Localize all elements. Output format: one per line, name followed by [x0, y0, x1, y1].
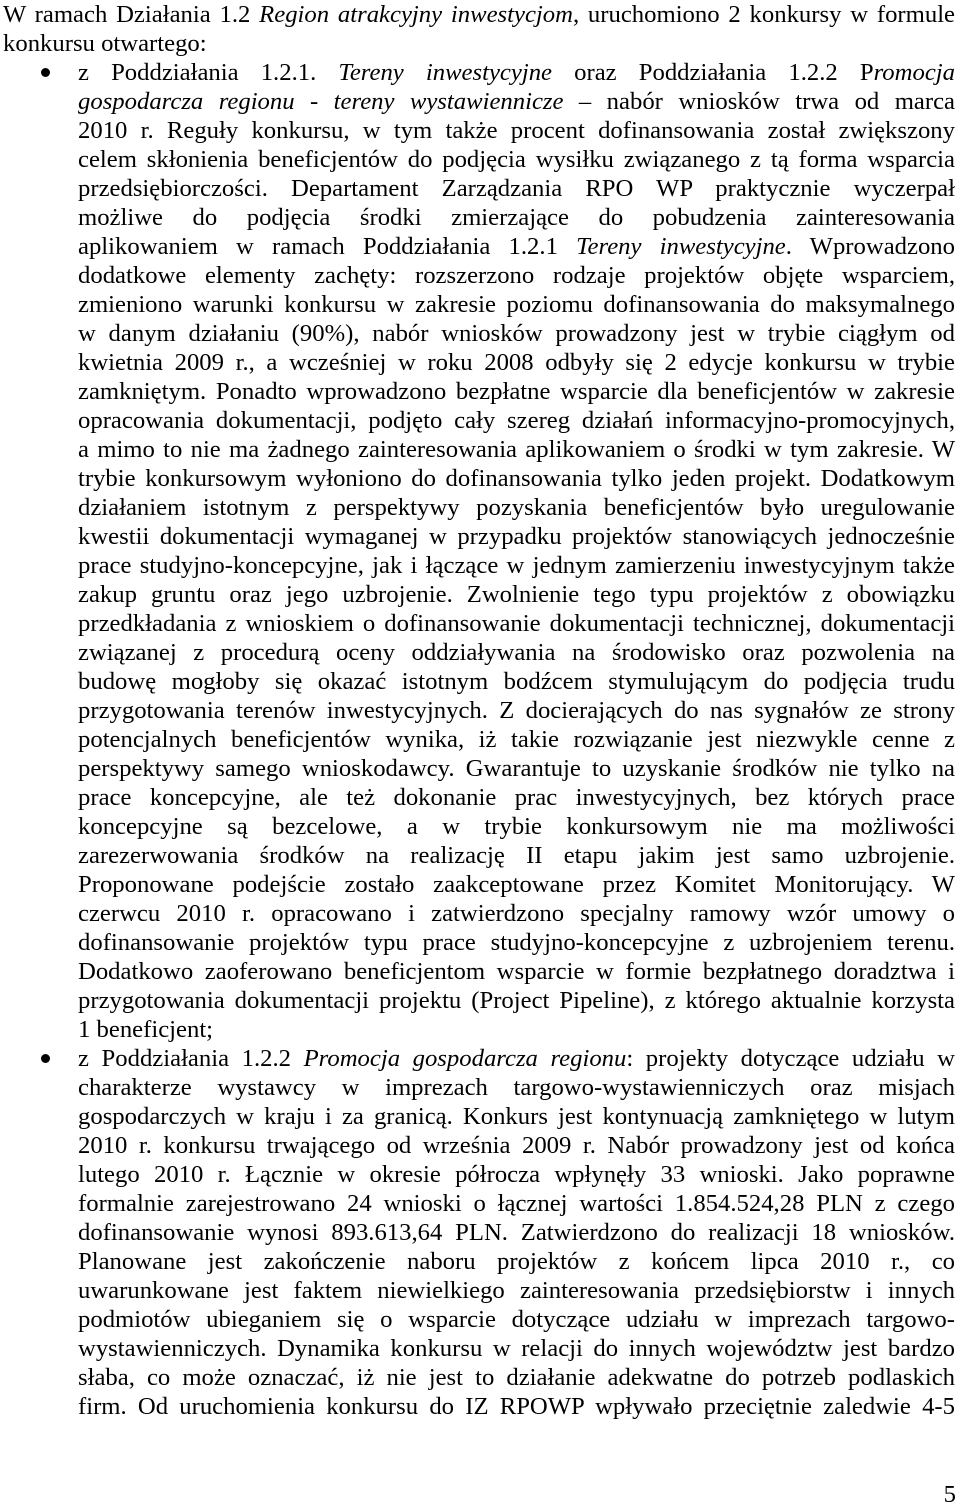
text-line: prace studyjno-koncepcyjne, jak i łączące w jednym zamierzeniu inwestycyjnym także [78, 552, 955, 579]
text-line: 2010 r. konkursu trwającego od września 2009 r. Nabór prowadzony jest od końca [78, 1132, 955, 1159]
text-line: zakup gruntu oraz jego uzbrojenie. Zwolnienie tego typu projektów z obowiązku [78, 581, 955, 608]
text-line: dodatkowe elementy zachęty: rozszerzono rodzaje projektów objęte wsparciem, [78, 262, 955, 289]
text-line: kwestii dokumentacji wymaganej w przypadku projektów stanowiących jednocześnie [78, 523, 955, 550]
text-line: przygotowania terenów inwestycyjnych. Z docierających do nas sygnałów ze strony [78, 697, 955, 724]
text-line: zmieniono warunki konkursu w zakresie poziomu dofinansowania do maksymalnego [78, 291, 955, 318]
text-line: przygotowania dokumentacji projektu (Project Pipeline), z którego aktualnie korzysta [78, 987, 955, 1014]
text-line: budowę mogłoby się okazać istotnym bodźcem stymulującym do podjęcia trudu [78, 668, 955, 695]
text-run: . Wprowadzono [785, 233, 955, 260]
text-line [78, 232, 955, 261]
text-line: przedsiębiorczości. Departament Zarządzania RPO WP praktycznie wyczerpał [78, 175, 955, 202]
text-line: Planowane jest zakończenie naboru projektów z końcem lipca 2010 r., co [78, 1248, 955, 1275]
text-line: dofinansowanie wynosi 893.613,64 PLN. Zatwierdzono do realizacji 18 wniosków. [78, 1219, 955, 1246]
text-line: kwietnia 2009 r., a wcześniej w roku 2008 odbyły się 2 edycje konkursu w trybie [78, 349, 955, 376]
italic-text: gospodarcza regionu - tereny wystawiennicze [78, 88, 564, 115]
text-run: z Poddziałania 1.2.2 [78, 1045, 304, 1072]
bullet-item [78, 58, 955, 1044]
text-line: uwarunkowane jest faktem niewielkiego zainteresowania przedsiębiorstw i innych [78, 1277, 955, 1304]
text-line: przedkładania z wnioskiem o dofinansowanie dokumentacji technicznej, dokumentacji [78, 610, 955, 637]
text-line: a mimo to nie ma żadnego zainteresowania aplikowaniem o środki w tym zakresie. W [78, 436, 955, 463]
text-run: oraz Poddziałania 1.2.2 P [552, 59, 874, 86]
text-line: w danym działaniu (90%), nabór wniosków prowadzony jest w trybie ciągłym od [78, 320, 955, 347]
text-line [78, 1044, 955, 1073]
italic-text: romocja [873, 59, 955, 86]
text-line: celem skłonienia beneficjentów do podjęcia wysiłku związanego z tą forma wsparcia [78, 146, 955, 173]
text-line: związanej z procedurą oceny oddziaływania na środowisko oraz pozwolenia na [78, 639, 955, 666]
text-line: dofinansowanie projektów typu prace studyjno-koncepcyjne z uzbrojeniem terenu. [78, 929, 955, 956]
text-line: działaniem istotnym z perspektywy pozyskania beneficjentów było uregulowanie [78, 494, 955, 521]
text-line: wystawienniczych. Dynamika konkursu w relacji do innych województw jest bardzo [78, 1335, 955, 1362]
text-line: 2010 r. Reguły konkursu, w tym także procent dofinansowania został zwiększony [78, 117, 955, 144]
text-line: konkursu otwartego: [3, 30, 207, 57]
text-line: słaba, co może oznaczać, iż nie jest to działanie adekwatne do potrzeb podlaskich [78, 1364, 955, 1391]
text-line: możliwe do podjęcia środki zmierzające do pobudzenia zainteresowania [78, 204, 955, 231]
italic-text: Tereny inwestycyjne [338, 59, 553, 86]
text-line: Proponowane podejście zostało zaakceptowane przez Komitet Monitorujący. W [78, 871, 955, 898]
text-line: gospodarczych w kraju i za granicą. Konkurs jest kontynuacją zamkniętego w lutym [78, 1103, 955, 1130]
text-line: czerwcu 2010 r. opracowano i zatwierdzono specjalny ramowy wzór umowy o [78, 900, 955, 927]
text-line: charakterze wystawcy w imprezach targowo-wystawienniczych oraz misjach [78, 1074, 955, 1101]
text-run: W ramach Działania 1.2 [3, 1, 260, 28]
text-line: koncepcyjne są bezcelowe, a w trybie konkursowym nie ma możliwości [78, 813, 955, 840]
text-line: formalnie zarejestrowano 24 wnioski o łącznej wartości 1.854.524,28 PLN z czego [78, 1190, 955, 1217]
text-line: prace koncepcyjne, ale też dokonanie prac inwestycyjnych, bez których prace [78, 784, 955, 811]
page-number: 5 [943, 1481, 956, 1508]
bullet-icon [41, 1054, 50, 1063]
text-run: – nabór wniosków trwa od marca [563, 88, 955, 115]
text-line: zarezerwowania środków na realizację II etapu jakim jest samo uzbrojenie. [78, 842, 955, 869]
text-run: , uruchomiono 2 konkursy w formule [572, 1, 956, 28]
italic-text: Promocja gospodarcza regionu [303, 1045, 627, 1072]
text-run: : projekty dotyczące udziału w [626, 1045, 955, 1072]
text-line [3, 0, 955, 29]
intro-paragraph [3, 0, 955, 58]
text-line: lutego 2010 r. Łącznie w okresie półrocza wpłynęły 33 wnioski. Jako poprawne [78, 1161, 955, 1188]
text-run: aplikowaniem w ramach Poddziałania 1.2.1 [78, 233, 577, 260]
bullet-icon [41, 68, 50, 77]
text-line: Dodatkowo zaoferowano beneficjentom wsparcie w formie bezpłatnego doradztwa i [78, 958, 955, 985]
text-line: potencjalnych beneficjentów wynika, iż takie rozwiązanie jest niezwykle cenne z [78, 726, 955, 753]
text-line: trybie konkursowym wyłoniono do dofinansowania tylko jeden projekt. Dodatkowym [78, 465, 955, 492]
text-line: perspektywy samego wnioskodawcy. Gwarantuje to uzyskanie środków nie tylko na [78, 755, 955, 782]
text-line: firm. Od uruchomienia konkursu do IZ RPOWP wpływało przeciętnie zaledwie 4-5 [78, 1393, 955, 1420]
italic-text: Region atrakcyjny inwestycjom [259, 1, 573, 28]
text-line: zamkniętym. Ponadto wprowadzono bezpłatne wsparcie dla beneficjentów w zakresie [78, 378, 955, 405]
text-line [78, 87, 955, 116]
bullet-item [78, 1044, 955, 1421]
text-line: 1 beneficjent; [78, 1016, 214, 1043]
text-line [78, 58, 955, 87]
text-line: podmiotów ubieganiem się o wsparcie dotyczące udziału w imprezach targowo- [78, 1306, 955, 1333]
text-line: opracowania dokumentacji, podjęto cały szereg działań informacyjno-promocyjnych, [78, 407, 955, 434]
italic-text: Tereny inwestycyjne [576, 233, 786, 260]
text-run: z Poddziałania 1.2.1. [78, 59, 339, 86]
